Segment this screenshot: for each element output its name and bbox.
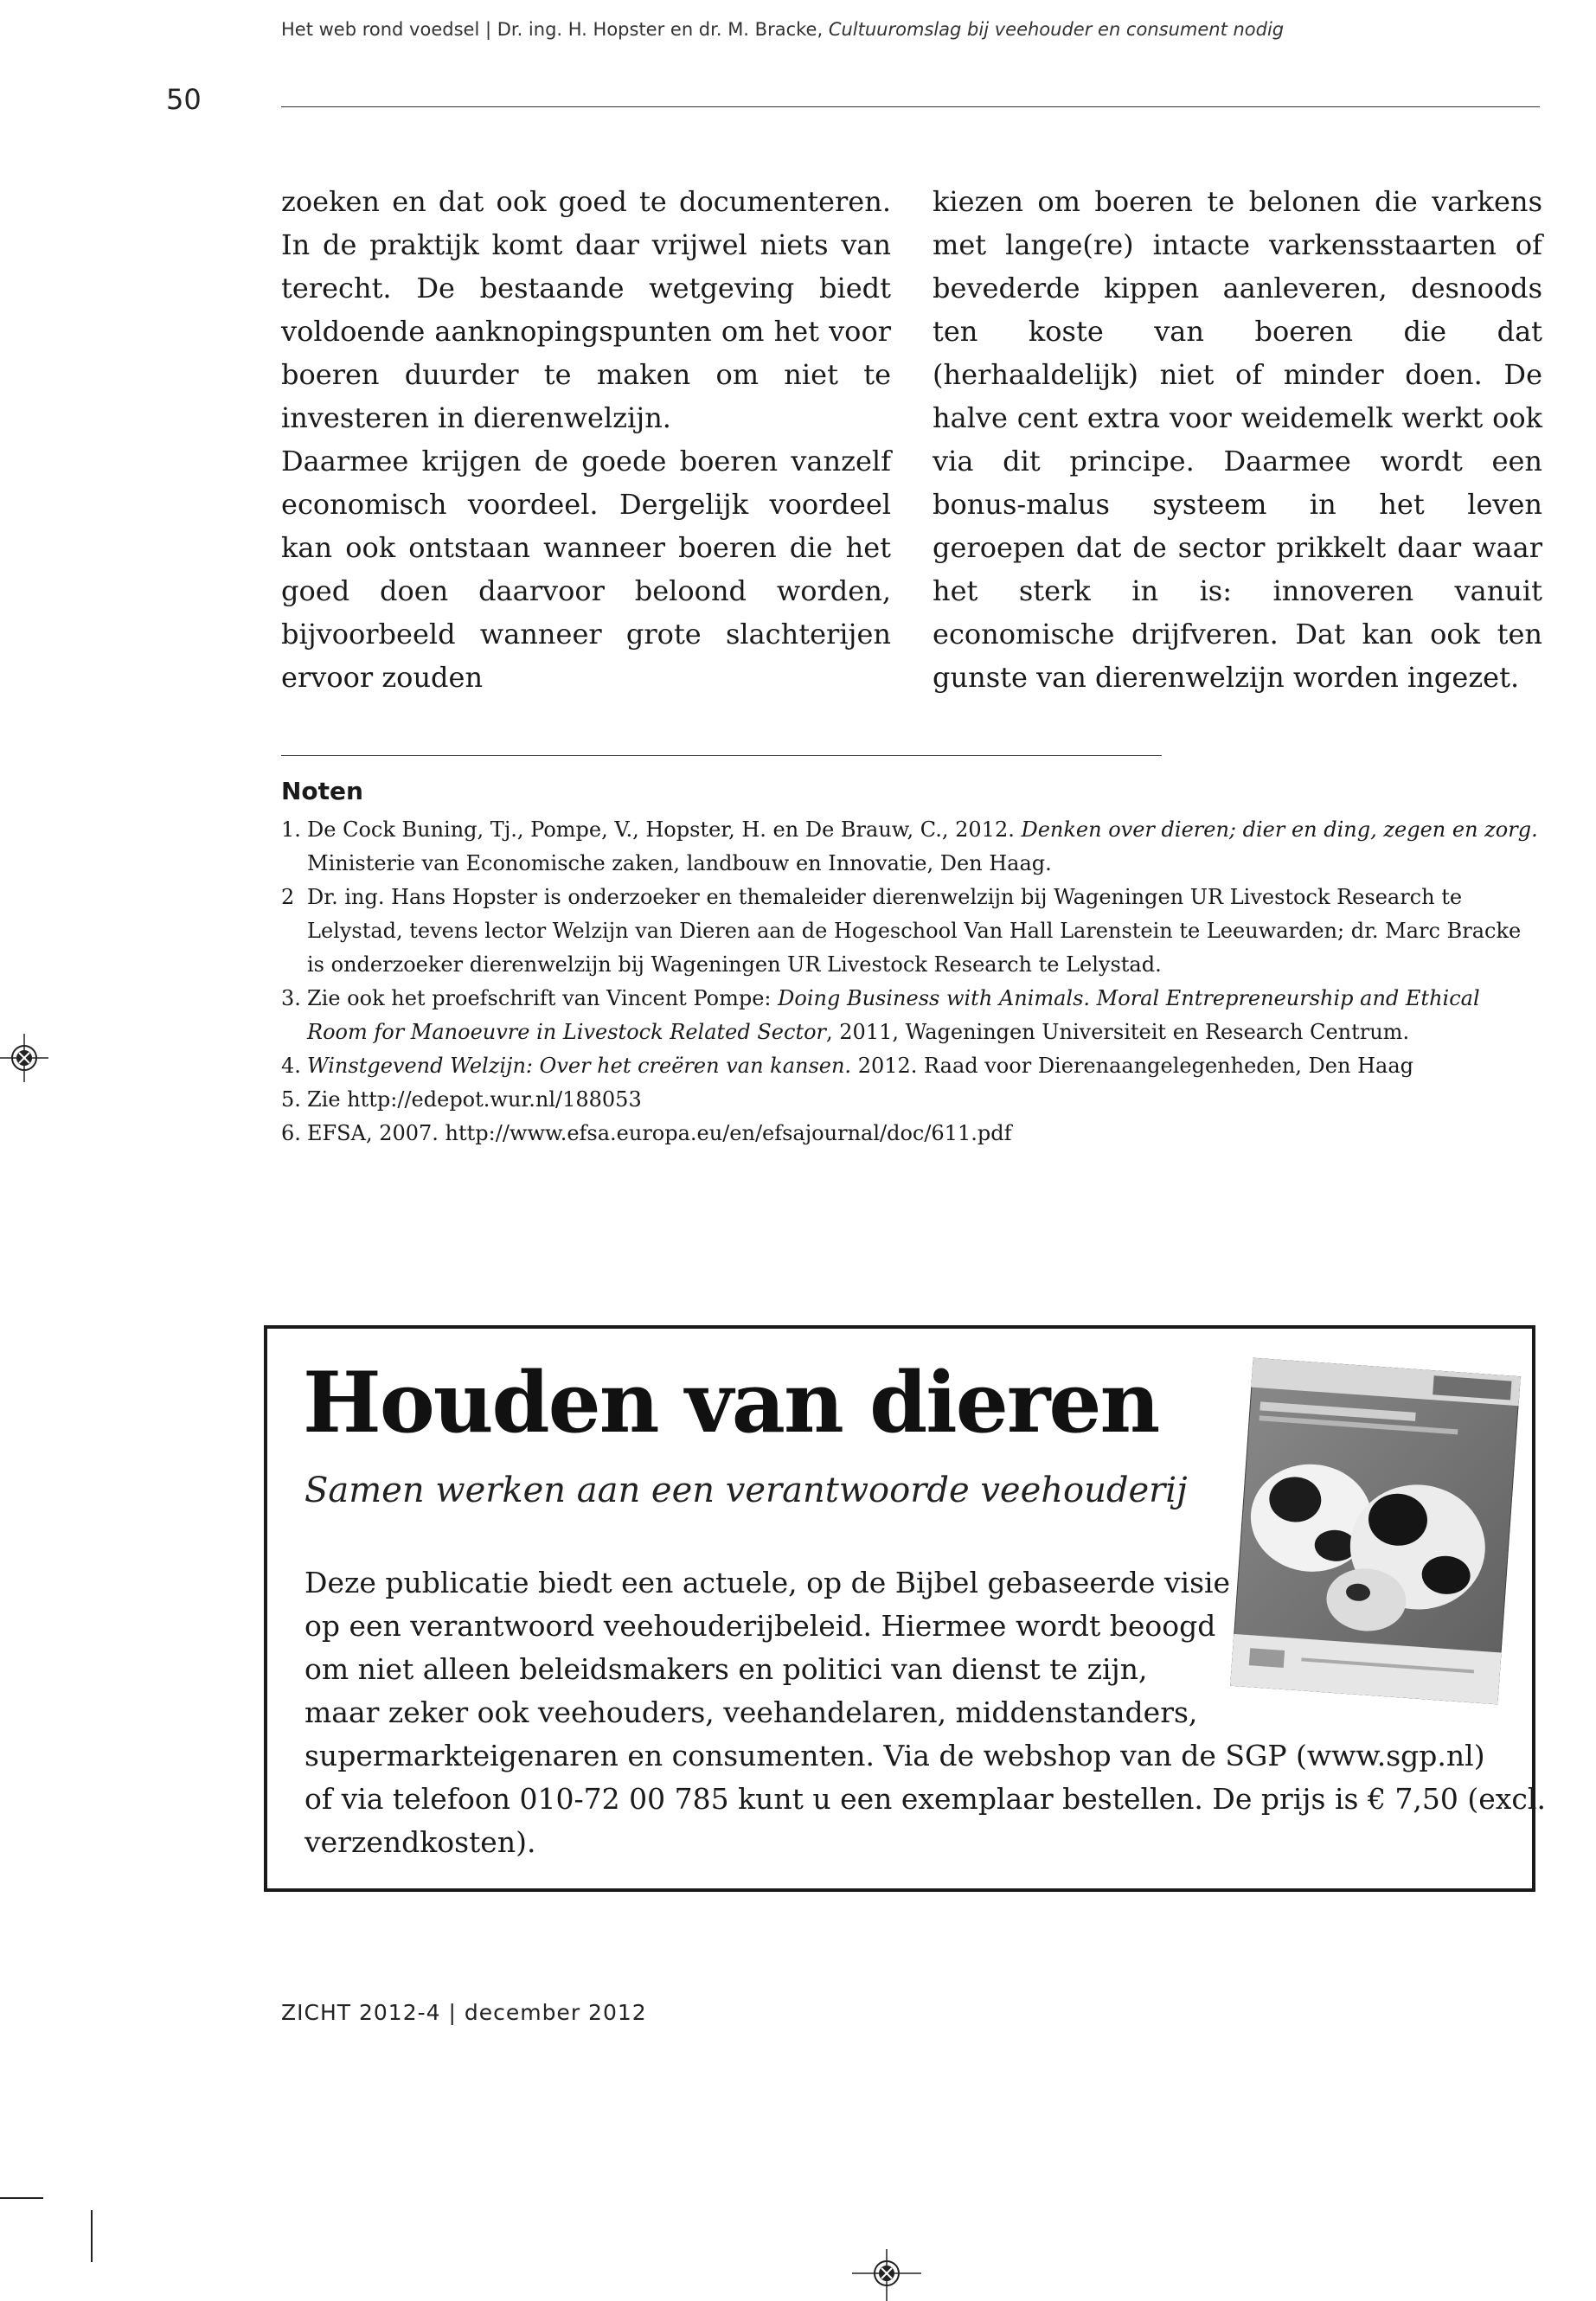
ad-line: op een verantwoord veehouderijbeleid. Hiermee wordt beoogd [304, 1609, 1216, 1643]
body-column-right [933, 180, 1542, 699]
note-number: 1. [281, 817, 301, 842]
note-text: Zie ook het proefschrift van Vincent Pompe: [307, 986, 779, 1010]
crop-mark [0, 2197, 43, 2199]
note-text: , 2011, Wageningen Universiteit en Research Centrum. [826, 1020, 1410, 1044]
body-column-left [281, 180, 891, 699]
running-header [281, 19, 1535, 40]
ad-line: supermarkteigenaren en consumenten. Via de webshop van de SGP (www.sgp.nl) [304, 1739, 1485, 1772]
note-text: Dr. ing. Hans Hopster is onderzoeker en themaleider dierenwelzijn bij Wageningen UR Livestock Research te Lelystad, tevens lector Welzijn van Dieren aan de Hogeschool Van Hall Larenstein te Leeuwarden; dr. Marc Bracke is onderzoeker dierenwelzijn bij Wageningen UR Livestock Research te Lelystad. [307, 885, 1522, 977]
paragraph: Daarmee krijgen de goede boeren vanzelf economisch voordeel. Dergelijk voordeel kan ook ontstaan wanneer boeren die het goed doen daarvoor beloond worden, bijvoorbeeld wanneer grote slachterijen ervoor zouden [281, 445, 891, 694]
note-item [281, 813, 1540, 881]
registration-mark-icon [0, 1034, 48, 1082]
note-text: De Cock Buning, Tj., Pompe, V., Hopster, H. en De Brauw, C., 2012. [307, 817, 1022, 842]
note-item [281, 881, 1540, 982]
note-item [281, 1117, 1540, 1150]
note-number: 2 [281, 885, 295, 909]
note-number: 6. [281, 1121, 301, 1145]
note-text: 2012. Raad voor Dierenaangelegenheden, Den Haag [851, 1054, 1413, 1078]
book-cover-image [1230, 1358, 1521, 1705]
note-item [281, 982, 1540, 1049]
note-text: EFSA, 2007. http://www.efsa.europa.eu/en/efsajournal/doc/611.pdf [307, 1121, 1012, 1145]
note-item [281, 1049, 1540, 1083]
notes-list [281, 813, 1540, 1150]
ad-line: of via telefoon 010-72 00 785 kunt u een exemplaar bestellen. De prijs is € 7,50 (excl. [304, 1782, 1546, 1816]
crop-mark [91, 2210, 93, 2262]
ad-line: verzendkosten). [304, 1825, 536, 1859]
note-italic: Doing Business with Animals. Moral Entrepreneurship and Ethical Room for Manoeuvre in Livestock Related Sector [307, 986, 1480, 1044]
ad-line: maar zeker ook veehouders, veehandelaren, middenstanders, [304, 1695, 1198, 1729]
paragraph: kiezen om boeren te belonen die varkens met lange(re) intacte varkensstaarten of bevederde kippen aanleveren, desnoods ten koste van boeren die dat (herhaaldelijk) niet of minder doen. De halve cent extra voor weidemelk werkt ook via dit principe. Daarmee wordt een bonus-malus systeem in het leven geroepen dat de sector prikkelt daar waar het sterk in is: innoveren vanuit economische drijfveren. Dat kan ook ten gunste van dierenwelzijn worden ingezet. [933, 185, 1542, 694]
footer: ZICHT 2012-4 | december 2012 [281, 2000, 647, 2025]
ad-line: Deze publicatie biedt een actuele, op de Bijbel gebaseerde visie [304, 1566, 1231, 1599]
ad-subtitle: Samen werken aan een verantwoorde veehouderij [304, 1471, 1188, 1510]
note-text: Ministerie van Economische zaken, landbouw en Innovatie, Den Haag. [307, 851, 1052, 875]
paragraph: zoeken en dat ook goed te documenteren. In de praktijk komt daar vrijwel niets van terecht. De bestaande wetgeving biedt voldoende aanknopingspunten om het voor boeren duurder te maken om niet te investeren in dierenwelzijn. [281, 185, 891, 434]
note-italic: Winstgevend Welzijn: Over het creëren van kansen. [307, 1054, 852, 1078]
note-number: 5. [281, 1087, 301, 1112]
notes-title: Noten [281, 777, 363, 805]
note-item [281, 1083, 1540, 1117]
header-rule [281, 106, 1540, 107]
notes-rule [281, 755, 1162, 756]
registration-mark-icon [852, 2249, 921, 2301]
running-head-text: Het web rond voedsel | Dr. ing. H. Hopster en dr. M. Bracke, [281, 19, 829, 40]
note-text: Zie http://edepot.wur.nl/188053 [307, 1087, 642, 1112]
note-number: 3. [281, 986, 301, 1010]
page-number: 50 [166, 83, 202, 116]
ad-title: Houden van dieren [303, 1354, 1159, 1452]
article-title: Cultuuromslag bij veehouder en consument nodig [828, 19, 1285, 40]
ad-line: om niet alleen beleidsmakers en politici van dienst te zijn, [304, 1652, 1148, 1686]
note-italic: Denken over dieren; dier en ding, zegen en zorg. [1021, 817, 1538, 842]
note-number: 4. [281, 1054, 301, 1078]
